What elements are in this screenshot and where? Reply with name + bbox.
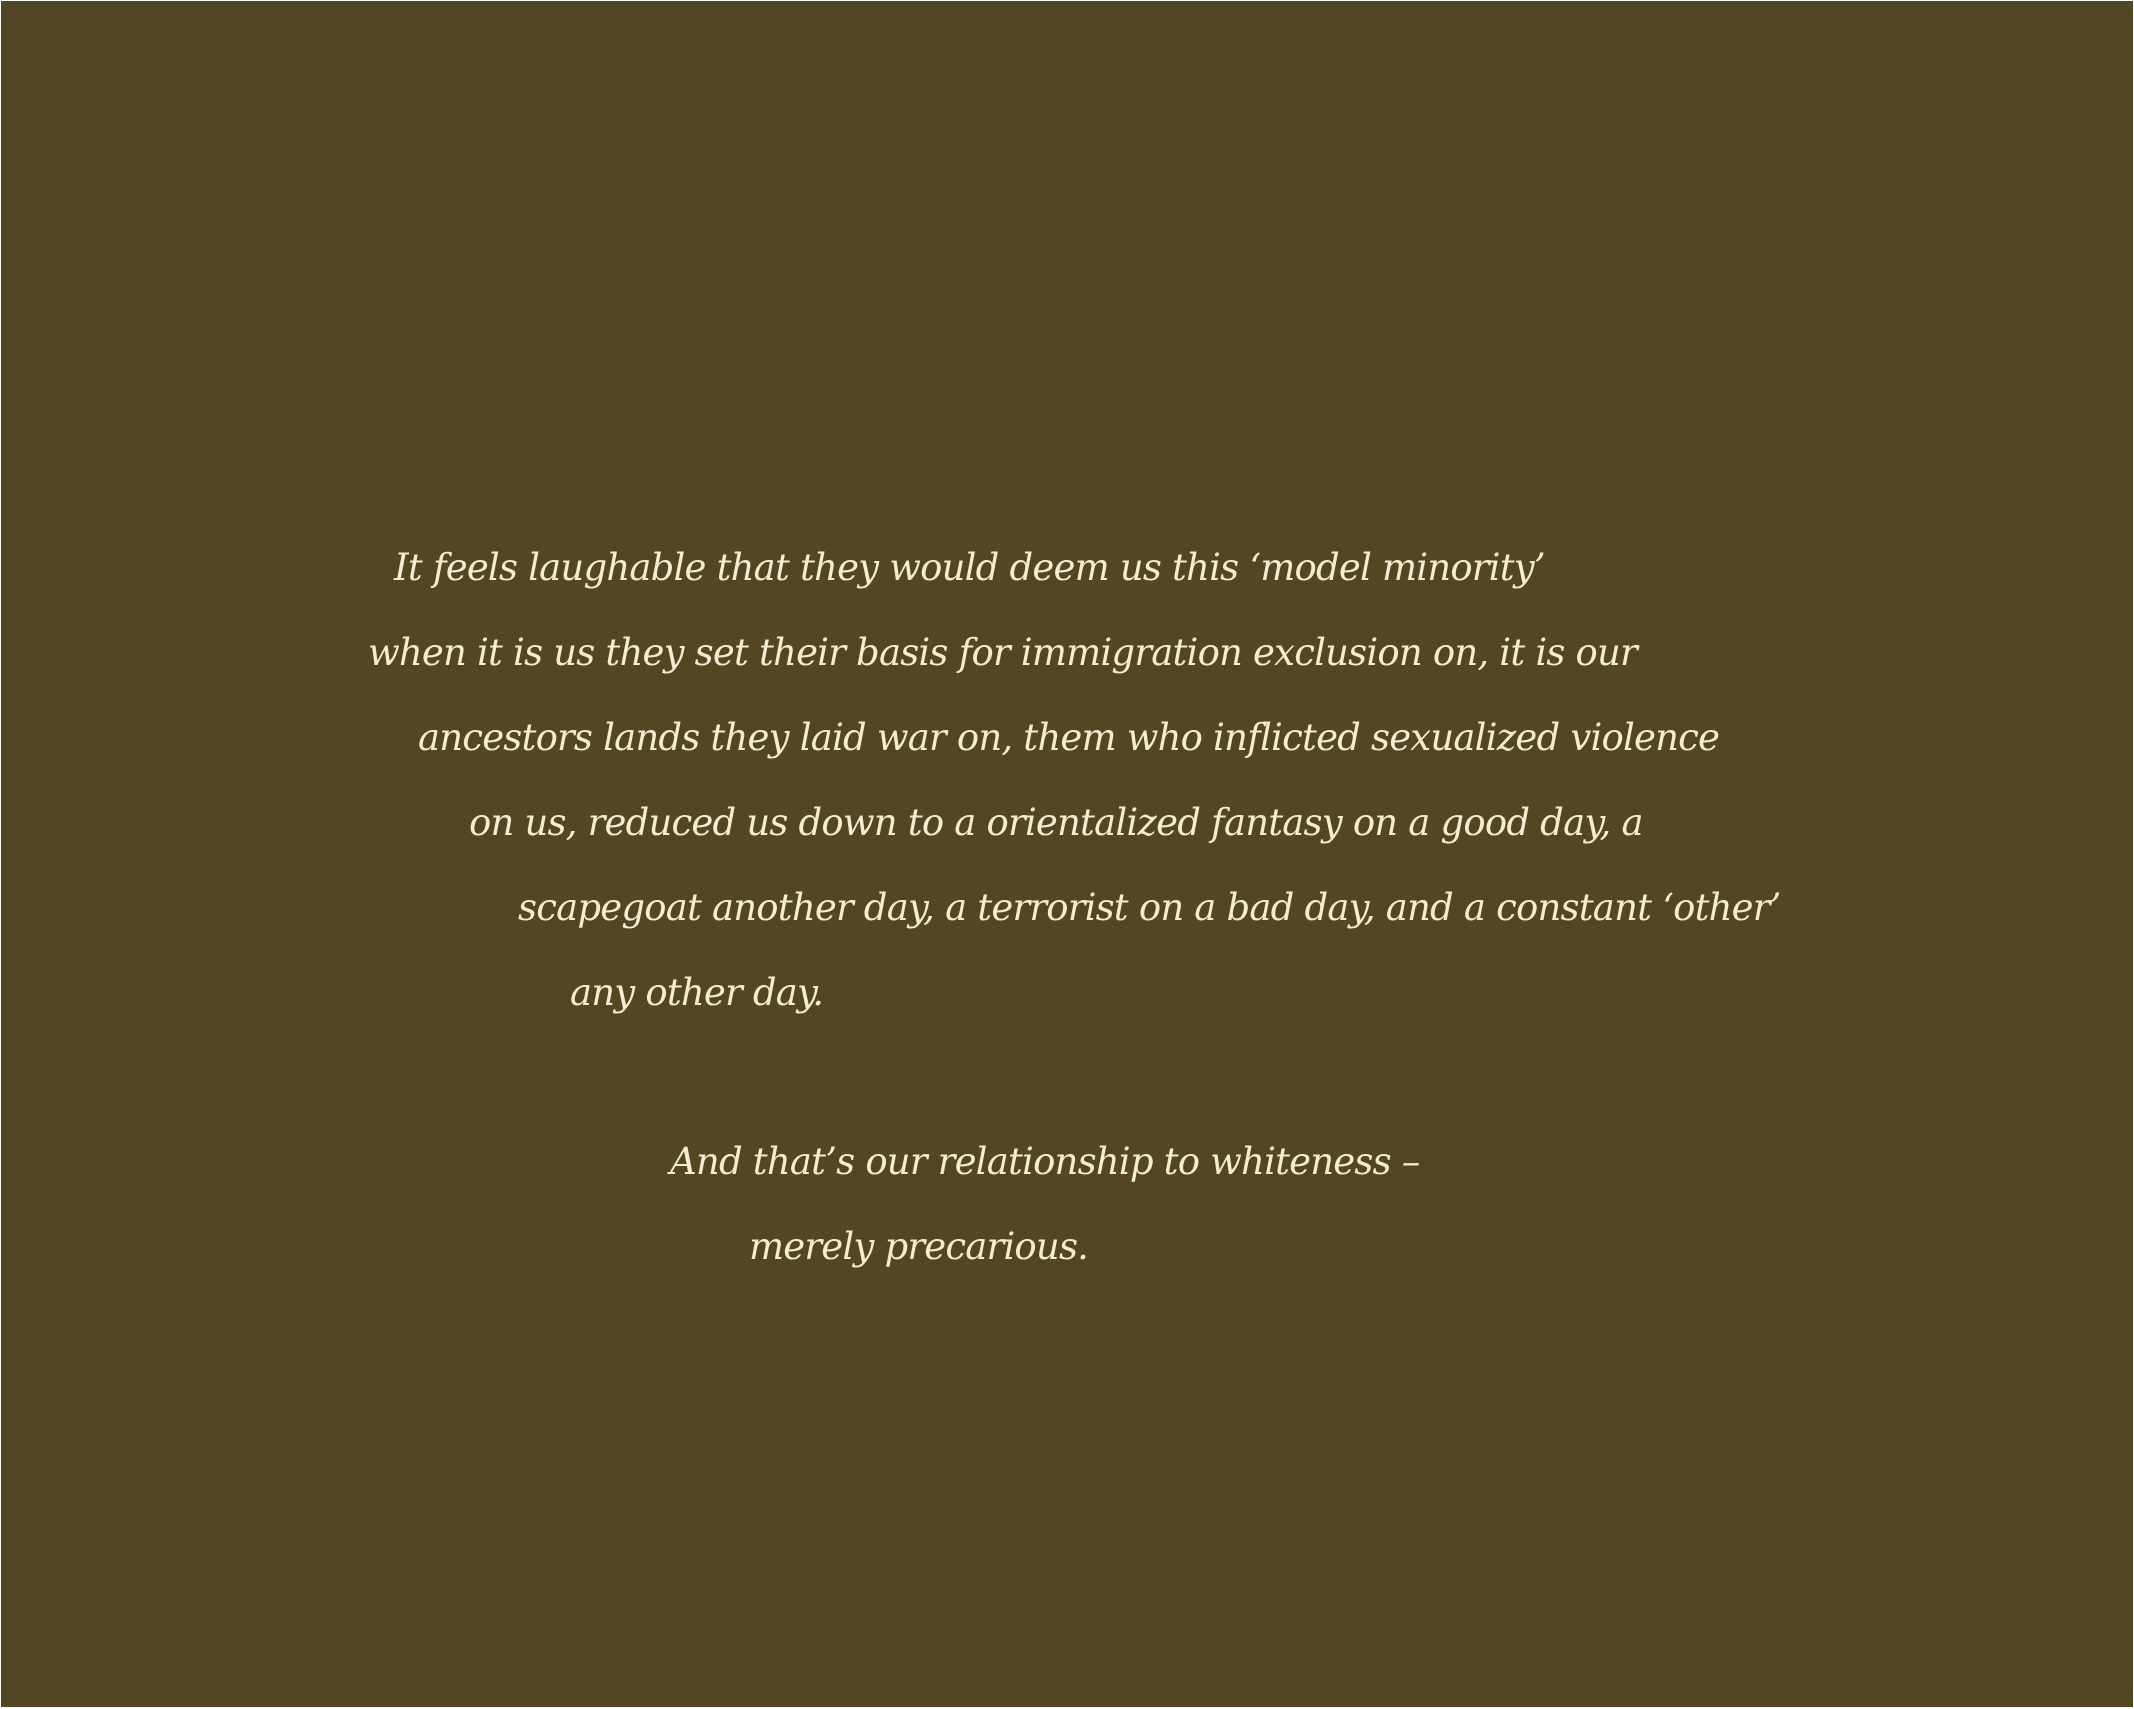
poem-line-2: when it is us they set their basis for immigration exclusion on, it is our bbox=[368, 631, 1637, 674]
poem-page bbox=[1, 1, 2133, 1707]
poem-line-3: ancestors lands they laid war on, them who inflicted sexualized violence bbox=[418, 716, 1720, 759]
poem-line-1: It feels laughable that they would deem us this ‘model minority’ bbox=[394, 546, 1545, 589]
poem-line-5: scapegoat another day, a terrorist on a bad day, and a constant ‘other’ bbox=[518, 886, 1781, 929]
poem-line-6: any other day. bbox=[570, 971, 824, 1014]
poem-closing-line-1: And that’s our relationship to whiteness – bbox=[670, 1140, 1420, 1183]
poem-closing-line-2: merely precarious. bbox=[749, 1225, 1089, 1268]
poem-line-4: on us, reduced us down to a orientalized fantasy on a good day, a bbox=[469, 801, 1643, 844]
